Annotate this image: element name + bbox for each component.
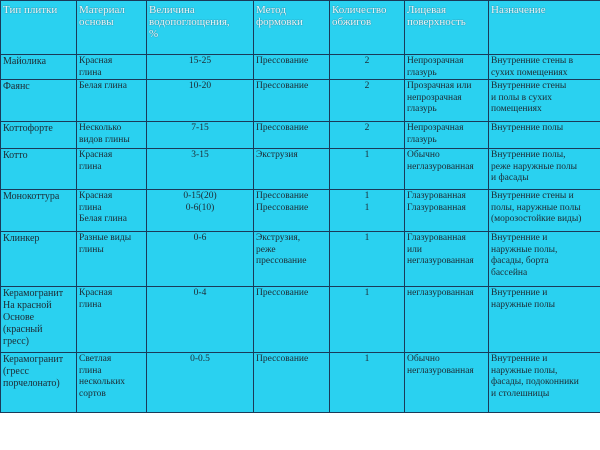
cell-text-line: 1 xyxy=(364,354,370,364)
cell-text-line: Непрозрачная xyxy=(407,123,464,133)
cell-text-line: Обычно xyxy=(407,354,440,364)
header-text-line: основы xyxy=(79,16,114,28)
cell-text-line: нескольких xyxy=(79,377,126,387)
cell-forming-method xyxy=(254,149,330,190)
cell-text-line: и фасады xyxy=(491,173,529,183)
cell-text-line: Монокоттура xyxy=(3,191,60,202)
cell-forming-method xyxy=(254,232,330,287)
header-water-absorption xyxy=(147,1,254,55)
cell-text-line: и столешницы xyxy=(491,388,550,399)
cell-text-line: гресс) xyxy=(3,336,29,347)
cell-text-line: 1 xyxy=(364,288,370,298)
cell-base-material xyxy=(77,80,147,122)
cell-text-line: глина xyxy=(79,67,102,78)
cell-firings-count xyxy=(330,80,405,122)
header-text-line: Материал xyxy=(79,4,125,16)
cell-water-absorption xyxy=(147,149,254,190)
cell-text-line: Клинкер xyxy=(3,233,40,244)
cell-text-line: Прозрачная или xyxy=(407,81,472,91)
cell-text-line: Фаянс xyxy=(3,81,30,92)
cell-text-line: Несколько xyxy=(79,123,122,133)
header-text-line: водопоглощения, xyxy=(149,16,230,28)
cell-water-absorption xyxy=(147,80,254,122)
cell-text-line: Непрозрачная xyxy=(407,56,464,66)
table-row xyxy=(1,190,600,232)
header-text-line: % xyxy=(149,28,159,40)
cell-purpose xyxy=(489,149,600,190)
cell-text-line: Глазурованная xyxy=(407,191,466,201)
cell-text-line: Коттофорте xyxy=(3,123,53,134)
header-text-line: Назначение xyxy=(491,4,546,16)
cell-text-line: Внутренние полы xyxy=(491,123,564,133)
cell-text-line: 0-6 xyxy=(193,233,207,243)
cell-text-line: неглазурованная xyxy=(407,365,474,376)
cell-forming-method xyxy=(254,55,330,80)
cell-text-line: глина xyxy=(79,365,102,376)
cell-text-line: 3-15 xyxy=(191,150,209,160)
cell-text-line: Прессование xyxy=(256,56,309,66)
cell-text-line: Внутренние и xyxy=(491,233,548,243)
cell-text-line: Красная xyxy=(79,288,113,298)
cell-text-line: глины xyxy=(79,244,104,255)
cell-text-line: глазурь xyxy=(407,67,437,78)
header-forming-method xyxy=(254,1,330,55)
header-firings-count xyxy=(330,1,405,55)
cell-tile-type xyxy=(1,190,77,232)
cell-text-line: Прессование xyxy=(256,202,309,213)
cell-text-line: (морозостойкие виды) xyxy=(491,214,582,224)
cell-firings-count xyxy=(330,190,405,232)
cell-text-line: глазурь xyxy=(407,134,437,145)
cell-firings-count xyxy=(330,287,405,353)
table-row xyxy=(1,122,600,149)
table-row xyxy=(1,232,600,287)
cell-base-material xyxy=(77,232,147,287)
cell-text-line: Внутренние и xyxy=(491,354,548,364)
cell-text-line: сортов xyxy=(79,388,106,399)
cell-text-line: Красная xyxy=(79,191,113,201)
cell-text-line: Экструзия xyxy=(256,150,298,160)
cell-text-line: неглазурованная xyxy=(407,288,474,298)
cell-tile-type xyxy=(1,149,77,190)
cell-tile-type xyxy=(1,122,77,149)
cell-text-line: 0-0.5 xyxy=(190,354,210,364)
cell-tile-type xyxy=(1,55,77,80)
cell-tile-type xyxy=(1,287,77,353)
cell-text-line: 1 xyxy=(364,233,370,243)
table-row xyxy=(1,55,600,80)
header-text-line: Величина xyxy=(149,4,195,16)
cell-text-line: Керамогранит xyxy=(3,354,64,365)
header-text-line: Метод xyxy=(256,4,286,16)
cell-tile-type xyxy=(1,232,77,287)
cell-text-line: реже xyxy=(256,244,276,255)
cell-text-line: глина xyxy=(79,202,102,213)
cell-text-line: Внутренние стены и xyxy=(491,191,574,201)
cell-text-line: и полы в сухих xyxy=(491,92,552,103)
cell-firings-count xyxy=(330,149,405,190)
cell-forming-method xyxy=(254,80,330,122)
cell-text-line: 2 xyxy=(364,123,370,133)
cell-text-line: сухих помещениях xyxy=(491,67,568,78)
cell-text-line: Глазурованная xyxy=(407,202,466,213)
cell-text-line: Прессование xyxy=(256,354,309,364)
cell-text-line: полы, наружные полы xyxy=(491,202,581,213)
cell-text-line: 7-15 xyxy=(191,123,209,133)
cell-text-line: видов глины xyxy=(79,134,130,145)
cell-text-line: Майолика xyxy=(3,56,47,67)
header-text-line: Тип плитки xyxy=(3,4,58,16)
cell-purpose xyxy=(489,190,600,232)
cell-water-absorption xyxy=(147,287,254,353)
header-face-surface xyxy=(405,1,489,55)
cell-face-surface xyxy=(405,232,489,287)
cell-text-line: Прессование xyxy=(256,288,309,298)
cell-base-material xyxy=(77,149,147,190)
cell-firings-count xyxy=(330,122,405,149)
cell-text-line: реже наружные полы xyxy=(491,161,578,172)
cell-text-line: Внутренние полы, xyxy=(491,150,566,160)
cell-face-surface xyxy=(405,353,489,413)
cell-text-line: Внутренние и xyxy=(491,288,548,298)
cell-text-line: 0-15(20) xyxy=(183,191,217,201)
cell-text-line: (красный xyxy=(3,324,43,335)
header-text-line: обжигов xyxy=(332,16,372,28)
cell-face-surface xyxy=(405,122,489,149)
cell-text-line: 0-4 xyxy=(193,288,207,298)
cell-water-absorption xyxy=(147,55,254,80)
cell-text-line: глазурь xyxy=(407,104,437,114)
cell-text-line: фасады, борта xyxy=(491,256,549,266)
cell-base-material xyxy=(77,190,147,232)
cell-firings-count xyxy=(330,353,405,413)
cell-text-line: 0-6(10) xyxy=(185,202,215,213)
cell-purpose xyxy=(489,353,600,413)
cell-text-line: 1 xyxy=(364,191,370,201)
cell-base-material xyxy=(77,353,147,413)
cell-text-line: Прессование xyxy=(256,81,309,91)
cell-text-line: Внутренние стены в xyxy=(491,56,574,66)
cell-text-line: Котто xyxy=(3,150,28,161)
cell-text-line: неглазурованная xyxy=(407,256,474,266)
cell-tile-type xyxy=(1,80,77,122)
cell-text-line: порчелонато) xyxy=(3,378,60,389)
cell-text-line: (гресс xyxy=(3,366,29,377)
cell-face-surface xyxy=(405,190,489,232)
table-row xyxy=(1,80,600,122)
cell-text-line: наружные полы, xyxy=(491,244,558,255)
cell-face-surface xyxy=(405,80,489,122)
cell-text-line: Красная xyxy=(79,150,113,160)
cell-text-line: прессование xyxy=(256,256,307,266)
cell-text-line: 1 xyxy=(364,150,370,160)
cell-text-line: наружные полы, xyxy=(491,365,558,376)
cell-text-line: Внутренние стены xyxy=(491,81,567,91)
cell-forming-method xyxy=(254,122,330,149)
cell-text-line: 15-25 xyxy=(188,56,212,66)
cell-forming-method xyxy=(254,287,330,353)
cell-base-material xyxy=(77,55,147,80)
cell-text-line: Основе xyxy=(3,312,35,323)
cell-text-line: 10-20 xyxy=(188,81,212,91)
cell-text-line: глина xyxy=(79,299,102,310)
cell-purpose xyxy=(489,232,600,287)
cell-base-material xyxy=(77,287,147,353)
header-base-material xyxy=(77,1,147,55)
cell-text-line: Светлая xyxy=(79,354,112,364)
cell-text-line: фасады, подоконники xyxy=(491,377,579,387)
table-row xyxy=(1,149,600,190)
cell-face-surface xyxy=(405,55,489,80)
cell-text-line: глина xyxy=(79,161,102,172)
cell-text-line: Белая глина xyxy=(79,214,127,224)
cell-text-line: Белая глина xyxy=(79,81,127,91)
header-text-line: формовки xyxy=(256,16,303,28)
cell-text-line: Глазурованная xyxy=(407,233,466,243)
cell-text-line: Прессование xyxy=(256,123,309,133)
cell-text-line: Экструзия, xyxy=(256,233,301,243)
cell-text-line: Обычно xyxy=(407,150,440,160)
header-text-line: Лицевая xyxy=(407,4,447,16)
cell-text-line: бассейна xyxy=(491,267,528,278)
cell-firings-count xyxy=(330,55,405,80)
cell-text-line: 1 xyxy=(364,202,370,213)
cell-forming-method xyxy=(254,190,330,232)
header-text-line: поверхность xyxy=(407,16,466,28)
cell-water-absorption xyxy=(147,232,254,287)
table-row xyxy=(1,287,600,353)
cell-water-absorption xyxy=(147,122,254,149)
cell-text-line: Прессование xyxy=(256,191,309,201)
cell-text-line: 2 xyxy=(364,56,370,66)
table-row xyxy=(1,353,600,413)
header-text-line: Количество xyxy=(332,4,387,16)
cell-face-surface xyxy=(405,149,489,190)
cell-purpose xyxy=(489,122,600,149)
cell-water-absorption xyxy=(147,353,254,413)
cell-text-line: Разные виды xyxy=(79,233,132,243)
cell-firings-count xyxy=(330,232,405,287)
header-row xyxy=(1,1,600,55)
cell-forming-method xyxy=(254,353,330,413)
cell-text-line: На красной xyxy=(3,300,52,311)
cell-text-line: наружные полы xyxy=(491,299,556,310)
cell-water-absorption xyxy=(147,190,254,232)
cell-text-line: неглазурованная xyxy=(407,161,474,172)
cell-base-material xyxy=(77,122,147,149)
cell-text-line: 2 xyxy=(364,81,370,91)
cell-text-line: Керамогранит xyxy=(3,288,64,299)
table-body xyxy=(1,55,600,413)
cell-text-line: Красная xyxy=(79,56,113,66)
cell-text-line: или xyxy=(407,244,422,255)
cell-text-line: непрозрачная xyxy=(407,92,462,103)
cell-text-line: помещениях xyxy=(491,104,542,114)
header-tile-type xyxy=(1,1,77,55)
cell-purpose xyxy=(489,55,600,80)
cell-tile-type xyxy=(1,353,77,413)
cell-purpose xyxy=(489,80,600,122)
cell-face-surface xyxy=(405,287,489,353)
header-purpose xyxy=(489,1,600,55)
cell-purpose xyxy=(489,287,600,353)
bottom-margin xyxy=(0,436,600,450)
